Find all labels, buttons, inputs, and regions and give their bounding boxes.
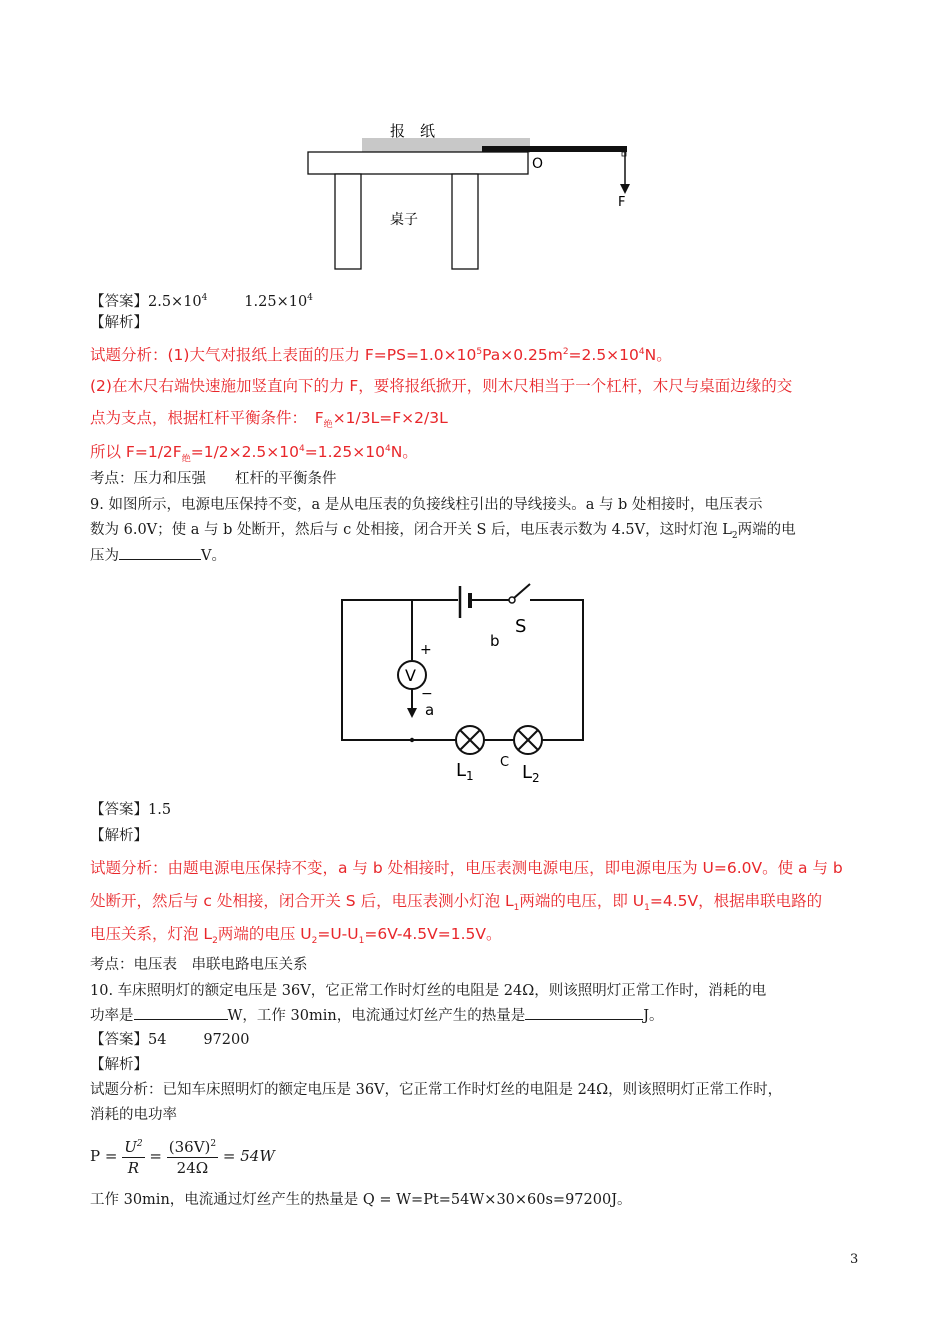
q9-question-line-3: 压为 V。 <box>90 545 226 566</box>
answer-blank[interactable] <box>119 545 201 560</box>
q9-analysis-line-2: 处断开，然后与 c 处相接，闭合开关 S 后，电压表测小灯泡 $L_1$两端的电压，即 $U_1=4.5V$，根据串联电路的 <box>90 892 823 914</box>
l1-label: $L_1$ <box>456 760 474 783</box>
q8-analysis-line-3: 点为支点，根据杠杆平衡条件： $F_绝\times 1/3L=F\times 2/3L$ <box>90 409 448 431</box>
lead-a-arrowhead <box>407 708 417 718</box>
fraction-u2-over-r: $\frac{U^2}{R}$ <box>122 1134 144 1178</box>
answer-value: 2.5×10 <box>148 293 202 310</box>
q10-answer-line: 【答案】54 97200 <box>90 1032 250 1048</box>
force-arrowhead <box>620 184 630 194</box>
q10-analysis-line-1: 试题分析：已知车床照明灯的额定电压是 36V，它正常工作时灯丝的电阻是 24Ω，则该照明灯正常工作时， <box>90 1082 783 1098</box>
wire-right <box>530 600 583 740</box>
plus-terminal: + <box>420 642 432 658</box>
q10-question-line-2: 功率是 W，工作 30min，电流通过灯丝产生的热量是 J。 <box>90 1005 664 1026</box>
q10-analysis-tag: 【解析】 <box>90 1057 148 1073</box>
answer-blank-heat[interactable] <box>525 1005 643 1020</box>
answer-value: 97200 <box>203 1032 250 1048</box>
q9-answer-line: 【答案】1.5 <box>90 802 172 818</box>
newspaper-lever-figure <box>300 110 660 280</box>
switch-blade <box>514 584 530 598</box>
q10-final-line: 工作 30min，电流通过灯丝产生的热量是 Q = W=Pt=54W×30×60s=97200J。 <box>90 1192 632 1208</box>
table-label: 桌子 <box>390 212 418 228</box>
pivot-label: O <box>532 156 544 172</box>
q9-question-line-2: 数为 6.0V；使 a 与 b 处断开，然后与 c 处相接，闭合开关 S 后，电压表示数为 4.5V，这时灯泡 $L_2$两端的电 <box>90 522 796 541</box>
answer-value: 54 <box>148 1032 167 1048</box>
a-label: a <box>425 701 435 719</box>
power-formula: P = $\frac{U^2}{R}$ = $\frac{(36V)^2}{24\Omega}$ = 54W <box>90 1134 275 1178</box>
c-label: C <box>500 755 510 770</box>
answer-tag: 【答案】 <box>90 293 148 310</box>
answer-value: 1.25×10 <box>244 293 308 310</box>
b-label: b <box>490 632 500 650</box>
q9-analysis-tag: 【解析】 <box>90 828 148 844</box>
circuit-diagram <box>330 578 620 788</box>
q8-analysis-line-1: 试题分析：(1)大气对报纸上表面的压力 $F=PS=1.0\times 10^5Pa\times 0.25m^2=2.5\times 10^4N$。 <box>90 346 672 365</box>
switch-label: S <box>515 616 527 637</box>
force-label: F <box>618 195 626 210</box>
q9-analysis-line-3: 电压关系，灯泡 $L_2$两端的电压 $U_2=U-U_1=6V-4.5V=1.5V$。 <box>90 925 502 947</box>
q8-analysis-line-4: 所以 $F=1/2F_绝=1/2\times 2.5\times 10^4=1.25\times 10^4N$。 <box>90 443 418 465</box>
voltmeter-label: V <box>405 666 416 685</box>
l2-label: $L_2$ <box>522 762 540 785</box>
page-number: 3 <box>850 1252 859 1267</box>
q8-analysis-line-2: (2)在木尺右端快速施加竖直向下的力 F，要将报纸掀开，则木尺相当于一个杠杆，木尺与桌面边缘的交 <box>90 377 793 395</box>
table-top <box>308 152 528 174</box>
answer-blank-power[interactable] <box>134 1005 228 1020</box>
q8-answer-line: 【答案】$2.5\times 10^4$ $1.25\times 10^4$ <box>90 293 313 310</box>
q9-kaodian: 考点：电压表 串联电路电压关系 <box>90 957 308 973</box>
wooden-ruler <box>482 146 627 152</box>
answer-value: 1.5 <box>148 802 172 818</box>
q8-kaodian: 考点：压力和压强 杠杆的平衡条件 <box>90 471 337 487</box>
newspaper-label: 报 纸 <box>390 122 436 140</box>
fraction-36v-over-24ohm: $\frac{(36V)^2}{24\Omega}$ <box>167 1134 218 1178</box>
table-leg-right <box>452 174 478 269</box>
q10-analysis-line-2: 消耗的电功率 <box>90 1107 177 1123</box>
minus-terminal: − <box>421 686 433 702</box>
q9-analysis-line-1: 试题分析：由题电源电压保持不变，a 与 b 处相接时，电压表测电源电压，即电源电压为 U=6.0V。使 a 与 b <box>90 859 843 877</box>
table-leg-left <box>335 174 361 269</box>
q8-analysis-tag: 【解析】 <box>90 315 148 331</box>
q10-question-line-1: 10. 车床照明灯的额定电压是 36V，它正常工作时灯丝的电阻是 24Ω，则该照明灯正常工作时，消耗的电 <box>90 983 767 999</box>
q9-question-line-1: 9. 如图所示，电源电压保持不变，a 是从电压表的负接线柱引出的导线接头。a 与 b 处相接时，电压表示 <box>90 497 763 513</box>
